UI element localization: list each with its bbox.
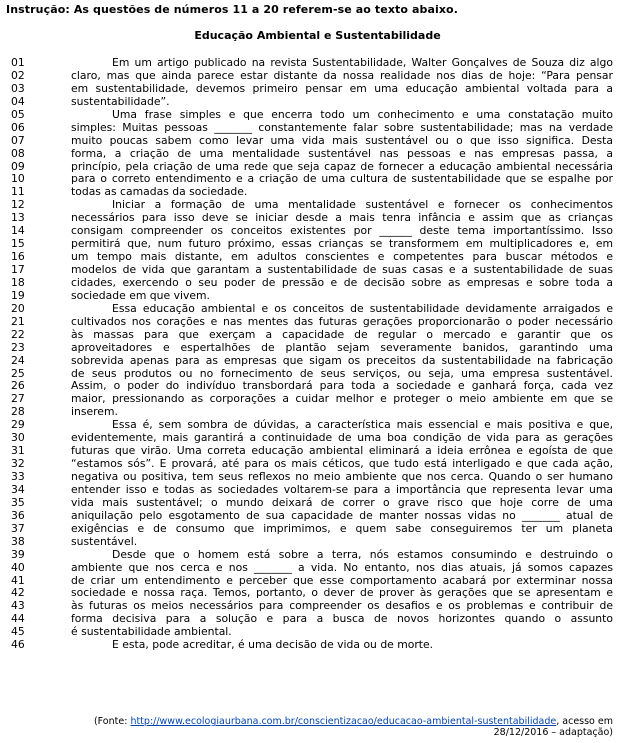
line-text: permitirá que, num futuro próximo, essas crianças se transformem em multiplicadores e, em — [71, 237, 613, 251]
text-line — [0, 57, 635, 70]
line-text: cultivados nos corações e nas mentes das futuras gerações proporcionarão o poder necessário — [71, 314, 613, 328]
text-line — [0, 303, 635, 316]
line-number: 45 — [11, 625, 25, 639]
line-number: 06 — [11, 120, 25, 134]
line-text: muito poucas sabem como levar uma vida mais sustentável ou o que isso significa. Desta — [71, 133, 613, 147]
text-line — [0, 277, 635, 290]
line-number: 11 — [11, 185, 25, 199]
line-number: 13 — [11, 211, 25, 225]
text-line — [0, 342, 635, 355]
text-line — [0, 471, 635, 484]
line-text: Em um artigo publicado na revista Sustentabilidade, Walter Gonçalves de Souza diz algo — [112, 56, 613, 69]
line-text: princípio, pela criação de uma rede que seja capaz de fornecer a educação ambiental necessária — [71, 159, 613, 173]
line-text: forma, a criação de uma mentalidade sustentável nas pessoas e nas empresas passa, a — [71, 146, 613, 160]
line-number: 36 — [11, 508, 25, 522]
line-number: 28 — [11, 405, 25, 419]
source-date: 28/12/2016 – adaptação) — [493, 727, 613, 738]
line-number: 37 — [11, 521, 25, 535]
text-line — [0, 290, 635, 303]
line-text: negativa ou positiva, tem seus reflexos no meio ambiente que nos cerca. Quando o ser humano — [71, 470, 613, 483]
line-number: 12 — [11, 198, 25, 212]
line-number: 14 — [11, 224, 25, 238]
line-number: 05 — [11, 107, 25, 121]
line-number: 30 — [11, 431, 25, 445]
line-text: sociedade em que vivem. — [71, 288, 210, 302]
text-line — [0, 497, 635, 510]
text-line — [0, 355, 635, 368]
line-number: 17 — [11, 263, 25, 276]
line-number: 33 — [11, 470, 25, 483]
text-line — [0, 96, 635, 109]
line-number: 10 — [11, 172, 25, 186]
line-text: aproveitadores e espertalhões de plantão sejam severamente banidos, garantindo uma — [71, 340, 613, 354]
line-text: consigam compreender os conceitos existentes por ______ deste tema importantíssimo. Isso — [71, 224, 613, 238]
line-number: 44 — [11, 612, 25, 626]
line-text: exigências e de consumo que imprimimos, e quem sabe conseguiremos ter um planeta — [71, 521, 613, 535]
line-text: evidentemente, mais garantirá a continuidade de uma boa condição de vida para as gerações — [71, 431, 613, 445]
line-number: 09 — [11, 159, 25, 173]
text-line — [0, 562, 635, 575]
line-number: 08 — [11, 146, 25, 160]
text-line — [0, 83, 635, 96]
text-line — [0, 148, 635, 161]
line-text: em sustentabilidade, devemos primeiro pensar em uma educação ambiental voltada para a — [71, 81, 613, 95]
line-text: modelos de vida que garantam a sustentabilidade de suas casas e a sustentabilidade de suas — [71, 263, 613, 276]
line-text: E esta, pode acreditar, é uma decisão de vida ou de morte. — [112, 638, 434, 652]
line-text: claro, mas que ainda parece estar distante da nossa realidade nos dias de hoje: “Para pensar — [71, 68, 613, 82]
line-text: simples: Muitas pessoas _______ constantemente falar sobre sustentabilidade; mas na verdade — [71, 120, 613, 134]
line-text: Essa educação ambiental e os conceitos de sustentabilidade devidamente arraigados e — [112, 301, 613, 315]
line-number: 03 — [11, 81, 25, 95]
text-line — [0, 329, 635, 342]
line-number: 15 — [11, 237, 25, 251]
line-number: 41 — [11, 573, 25, 587]
line-number: 23 — [11, 340, 25, 354]
line-text: vida mais sustentável; o mundo deixará de correr o grave risco que hoje corre de uma — [71, 495, 613, 509]
line-number: 31 — [11, 444, 25, 458]
line-text: de criar um entendimento e perceber que esse comportamento acabará por exterminar nossa — [71, 573, 613, 587]
text-line — [0, 70, 635, 83]
line-number: 21 — [11, 314, 25, 328]
line-number: 38 — [11, 534, 25, 548]
line-number: 22 — [11, 327, 25, 341]
text-line — [0, 510, 635, 523]
text-line — [0, 523, 635, 536]
line-text: cidades, exercendo o seu poder de pressão e de decisão sobre as empresas e sobre toda a — [71, 275, 613, 289]
line-text: sobrevida apenas para as empresas que sigam os preceitos da sustentabilidade na fabricação — [71, 353, 613, 367]
line-number: 40 — [11, 560, 25, 574]
line-number: 42 — [11, 586, 25, 600]
line-number: 02 — [11, 68, 25, 82]
text-line — [0, 135, 635, 148]
source-citation — [94, 716, 613, 738]
line-number: 26 — [11, 379, 25, 393]
line-text: às futuras os meios necessários para compreender os desafios e os problemas e contribuir de — [71, 599, 613, 613]
text-line — [0, 316, 635, 329]
line-text: de seus produtos ou no fornecimento de seus serviços, ou seja, uma empresa sustentável. — [71, 366, 613, 380]
line-number: 07 — [11, 133, 25, 147]
line-number: 24 — [11, 353, 25, 367]
line-number: 43 — [11, 599, 25, 613]
line-text: entender isso e todas as sociedades voltarem-se para a importância que representa levar uma — [71, 482, 613, 496]
line-text: “estamos sós”. E provará, até para os mais céticos, que tudo está interligado e que cada ação, — [71, 457, 613, 471]
source-suffix: , acesso em — [556, 716, 613, 727]
line-number: 01 — [11, 56, 25, 69]
line-text: Uma frase simples e que encerra todo um conhecimento e uma constatação muito — [112, 107, 613, 121]
line-number: 19 — [11, 288, 25, 302]
line-number: 18 — [11, 275, 25, 289]
line-text: inserem. — [71, 405, 118, 419]
line-number: 46 — [11, 638, 25, 652]
line-number: 39 — [11, 547, 25, 561]
line-text: necessários para isso deve se iniciar desde a mais tenra infância e assim que as crianças — [71, 211, 613, 225]
text-line — [0, 536, 635, 549]
line-number: 16 — [11, 250, 25, 264]
line-number: 27 — [11, 392, 25, 406]
line-text: um tempo mais distante, em adultos conscientes e competentes para buscar métodos e — [71, 250, 613, 264]
text-line — [0, 639, 635, 652]
text-line — [0, 264, 635, 277]
line-number: 29 — [11, 418, 25, 432]
text-line — [0, 109, 635, 122]
line-text: Assim, o poder do indivíduo transbordará para toda a sociedade e ganhará força, cada vez — [71, 379, 613, 393]
source-link[interactable]: http://www.ecologiaurbana.com.br/conscientizacao/educacao-ambiental-sustentabilidade — [130, 716, 557, 727]
line-text: sociedade e nossa raça. Temos, portanto, o dever de prover às gerações que se apresentam e — [71, 586, 613, 600]
line-text: é sustentabilidade ambiental. — [71, 625, 232, 639]
line-number: 20 — [11, 301, 25, 315]
text-title: Educação Ambiental e Sustentabilidade — [194, 29, 441, 42]
line-text: para o correto entendimento e a criação de uma cultura de sustentabilidade que se espalhe por — [71, 172, 613, 186]
text-line — [0, 484, 635, 497]
numbered-text-body — [0, 57, 635, 652]
line-number: 35 — [11, 495, 25, 509]
text-line — [0, 549, 635, 562]
source-prefix: (Fonte: — [93, 716, 131, 727]
line-text: futuras que virão. Uma correta educação ambiental eliminará a ideia errônea e egoísta de que — [71, 444, 613, 458]
line-text: Essa é, sem sombra de dúvidas, a característica mais essencial e mais positiva e que, — [112, 418, 613, 432]
line-text: aniquilação pelo esgotamento de sua capacidade de manter nossas vidas no _______ atual de — [71, 508, 613, 522]
line-text: às massas para que exerçam a capacidade de regular o mercado e garantir que os — [71, 327, 613, 341]
line-text: ambiente que nos cerca e nos _______ a vida. No entanto, nos dias atuais, já somos capazes — [71, 560, 613, 574]
line-text: todas as camadas da sociedade. — [71, 185, 248, 199]
line-number: 04 — [11, 94, 25, 108]
line-text: Iniciar a formação de uma mentalidade sustentável e fornecer os conhecimentos — [112, 198, 613, 212]
line-number: 34 — [11, 482, 25, 496]
line-text: maior, pressionando as corporações a cuidar melhor e proteger o meio ambiente em que se — [71, 392, 613, 406]
line-text: Desde que o homem está sobre a terra, nós estamos consumindo e destruindo o — [112, 547, 613, 561]
line-number: 25 — [11, 366, 25, 380]
line-text: sustentável. — [71, 534, 138, 548]
line-number: 32 — [11, 457, 25, 471]
text-line — [0, 122, 635, 135]
line-text: sustentabilidade”. — [71, 94, 170, 108]
line-text: forma decisiva para a solução e para a busca de novos horizontes quando o assunto — [71, 612, 613, 626]
instruction-heading: Instrução: As questões de números 11 a 20 referem-se ao texto abaixo. — [6, 3, 458, 16]
